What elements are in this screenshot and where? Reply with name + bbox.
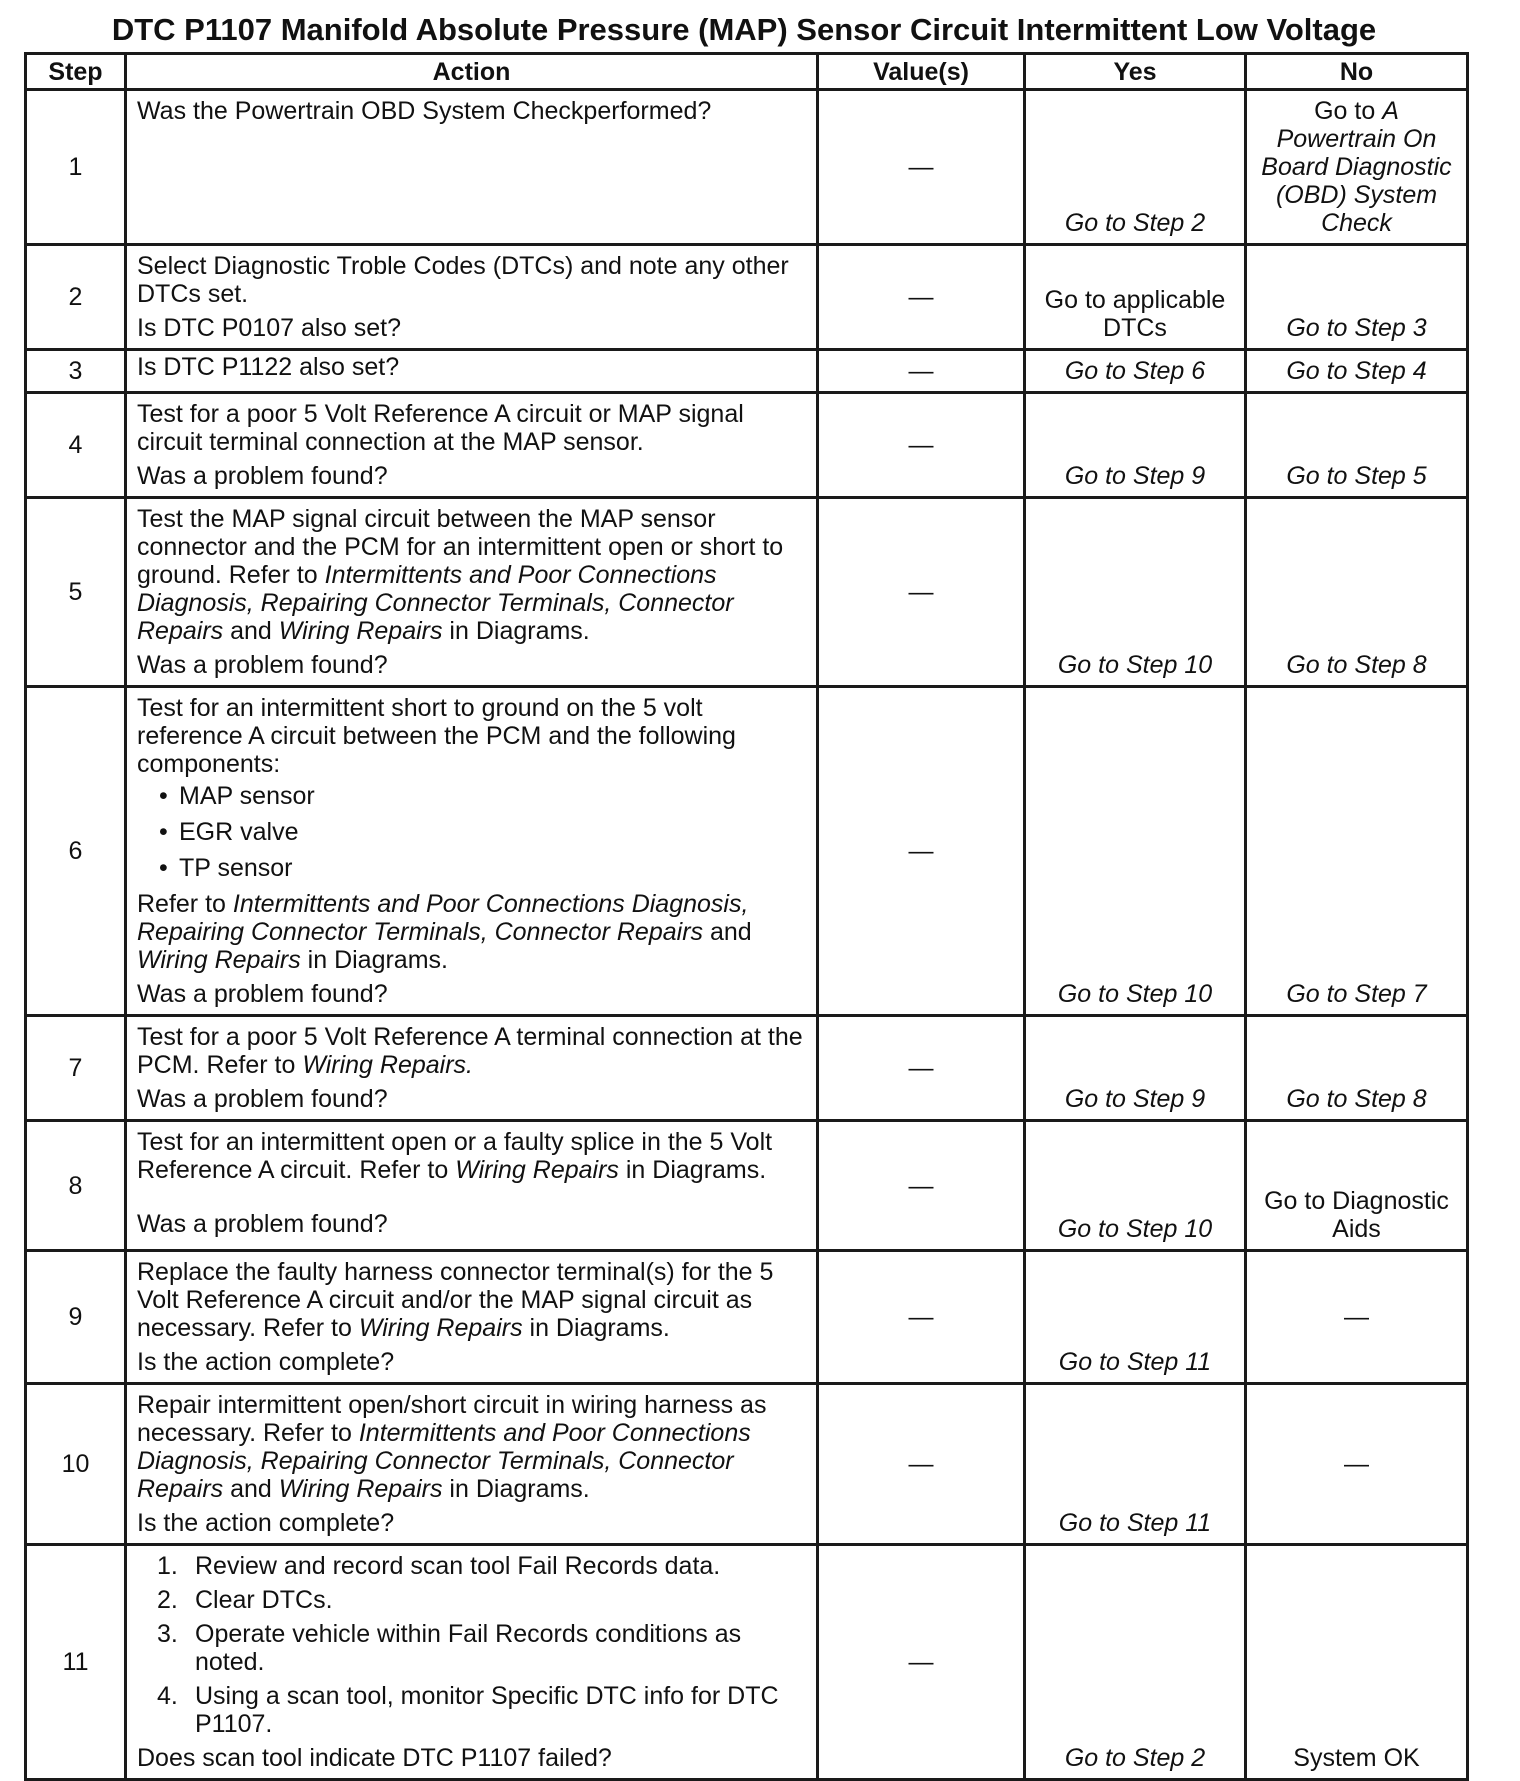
action-cell [126,90,818,245]
action-question: Was a problem found? [137,651,388,679]
yes-cell: Go to Step 10 [1025,1121,1246,1251]
yes-cell: Go to Step 10 [1025,498,1246,687]
header-no: No [1246,54,1468,90]
component-list [159,782,806,882]
yes-cell: Go to Step 11 [1025,1384,1246,1545]
reference-location: in Diagrams. [300,946,448,974]
action-text: Was the Powertrain OBD System Checkperformed? [137,97,712,125]
list-item [157,1682,806,1738]
conjunction: and [703,918,752,946]
action-cell [126,350,818,393]
table-row [26,1016,1468,1121]
header-yes: Yes [1025,54,1246,90]
list-text: Using a scan tool, monitor Specific DTC info for DTC P1107. [195,1682,779,1738]
procedure-list [157,1552,806,1738]
action-text-lead: Repair intermittent open/short circuit in wiring harness as necessary. Refer to [137,1391,767,1447]
action-cell [126,1545,818,1780]
value-cell: — [818,350,1025,393]
reference-wiring: Wiring Repairs [455,1156,619,1184]
list-text: Operate vehicle within Fail Records conditions as noted. [195,1620,742,1676]
table-row [26,90,1468,245]
action-text [137,1391,806,1503]
action-question: Is the action complete? [137,1348,395,1376]
conjunction: and [223,1475,279,1503]
table-row [26,1384,1468,1545]
list-item: • TP sensor [159,854,806,882]
header-values: Value(s) [818,54,1025,90]
action-question: Was a problem found? [137,980,388,1008]
no-cell [1246,90,1468,245]
header-step: Step [26,54,126,90]
action-text-lead: Test the MAP signal circuit between the MAP sensor connector and the PCM for an intermittent open or short to ground. Refer to [137,505,784,589]
value-cell: — [818,1121,1025,1251]
action-cell [126,1251,818,1384]
list-number: 4. [157,1682,178,1710]
step-number: 11 [26,1545,126,1780]
step-number: 6 [26,687,126,1016]
reference-location: in Diagrams. [618,1156,767,1184]
reference-location: in Diagrams. [522,1314,670,1342]
action-reference [137,890,806,974]
header-action: Action [126,54,818,90]
list-number: 1. [157,1552,178,1580]
yes-cell: Go to Step 6 [1025,350,1246,393]
value-cell: — [818,1016,1025,1121]
action-question: Was a problem found? [137,1210,388,1238]
no-cell: Go to Step 5 [1246,393,1468,498]
step-number: 4 [26,393,126,498]
no-cell: Go to Diagnostic Aids [1246,1121,1468,1251]
step-number: 2 [26,245,126,350]
action-text [137,1023,806,1079]
no-cell: Go to Step 4 [1246,350,1468,393]
no-cell: — [1246,1251,1468,1384]
reference-location: in Diagrams. [442,617,590,645]
list-item [157,1552,806,1580]
action-text [137,1128,806,1184]
action-cell [126,393,818,498]
action-cell [126,498,818,687]
action-cell [126,245,818,350]
action-text-lead: Test for a poor 5 Volt Reference A terminal connection at the PCM. Refer to [137,1023,803,1079]
action-text: Select Diagnostic Troble Codes (DTCs) and note any other DTCs set. [137,252,789,308]
table-row [26,350,1468,393]
table-row [26,245,1468,350]
step-number: 3 [26,350,126,393]
action-text [137,1258,806,1342]
action-cell [126,687,818,1016]
step-number: 8 [26,1121,126,1251]
no-cell: Go to Step 8 [1246,498,1468,687]
step-number: 7 [26,1016,126,1121]
no-prefix: Go to [1314,97,1376,125]
action-question: Was a problem found? [137,1085,388,1113]
action-text: Test for a poor 5 Volt Reference A circuit or MAP signal circuit terminal connection at the MAP sensor. [137,400,744,456]
list-item: • EGR valve [159,818,806,846]
reference-wiring: Wiring Repairs [358,1314,523,1342]
action-question: Is the action complete? [137,1509,395,1537]
yes-cell: Go to applicable DTCs [1025,245,1246,350]
yes-cell: Go to Step 9 [1025,1016,1246,1121]
reference-wiring: Wiring Repairs [278,617,443,645]
table-row [26,687,1468,1016]
value-cell: — [818,498,1025,687]
yes-cell: Go to Step 2 [1025,90,1246,245]
no-cell: — [1246,1384,1468,1545]
no-cell: Go to Step 3 [1246,245,1468,350]
no-cell: Go to Step 7 [1246,687,1468,1016]
reference-location: in Diagrams. [442,1475,590,1503]
value-cell: — [818,245,1025,350]
value-cell: — [818,1545,1025,1780]
action-text-lead: Test for an intermittent open or a faulty splice in the 5 Volt Reference A circuit. Refer to [137,1128,773,1184]
step-number: 5 [26,498,126,687]
reference-wiring: Wiring Repairs [278,1475,443,1503]
action-question: Is DTC P0107 also set? [137,314,402,342]
action-cell [126,1384,818,1545]
action-question: Does scan tool indicate DTC P1107 failed? [137,1744,612,1772]
yes-cell: Go to Step 11 [1025,1251,1246,1384]
step-number: 10 [26,1384,126,1545]
list-number: 3. [157,1620,178,1648]
action-text: Test for an intermittent short to ground on the 5 volt reference A circuit between the PCM and the following components: [137,694,736,778]
action-question: Was a problem found? [137,462,388,490]
action-text [137,505,806,645]
table-row [26,1545,1468,1780]
table-row [26,498,1468,687]
value-cell: — [818,1384,1025,1545]
list-item: • MAP sensor [159,782,806,810]
yes-cell: Go to Step 10 [1025,687,1246,1016]
reference-wiring: Wiring Repairs [302,1051,467,1079]
list-item [157,1620,806,1676]
no-cell: Go to Step 8 [1246,1016,1468,1121]
value-cell: — [818,1251,1025,1384]
action-cell [126,1016,818,1121]
step-number: 9 [26,1251,126,1384]
list-text: Clear DTCs. [195,1586,333,1614]
list-item [157,1586,806,1614]
table-row [26,1121,1468,1251]
value-cell: — [818,393,1025,498]
page-title: DTC P1107 Manifold Absolute Pressure (MAP) Sensor Circuit Intermittent Low Voltage [111,12,1377,47]
refer-lead: Refer to [137,890,233,918]
yes-cell: Go to Step 9 [1025,393,1246,498]
action-cell [126,1121,818,1251]
step-number: 1 [26,90,126,245]
sentence-end: . [466,1051,473,1079]
reference-wiring: Wiring Repairs [137,946,301,974]
action-question: Is DTC P1122 also set? [137,353,400,381]
header-row [26,54,1468,90]
yes-cell: Go to Step 2 [1025,1545,1246,1780]
no-cell: System OK [1246,1545,1468,1780]
value-cell: — [818,687,1025,1016]
diagnostic-table [24,52,1469,1781]
table-row [26,1251,1468,1384]
action-text-lead: Replace the faulty harness connector terminal(s) for the 5 Volt Reference A circuit and/or the MAP signal circuit as necessary. Refer to [137,1258,774,1342]
list-number: 2. [157,1586,178,1614]
reference-diagnosis: Intermittents and Poor Connections Diagnosis, Repairing Connector Terminals, Connector Repairs [137,890,749,946]
conjunction: and [223,617,279,645]
reference-diagnosis: Intermittents and Poor Connections Diagnosis, Repairing Connector Terminals, Connector Repairs [137,561,734,645]
no-reference: A Powertrain On Board Diagnostic (OBD) System Check [1261,97,1452,237]
value-cell: — [818,90,1025,245]
list-text: Review and record scan tool Fail Records data. [195,1552,721,1580]
table-row [26,393,1468,498]
reference-diagnosis: Intermittents and Poor Connections Diagnosis, Repairing Connector Terminals, Connector Repairs [137,1419,751,1503]
